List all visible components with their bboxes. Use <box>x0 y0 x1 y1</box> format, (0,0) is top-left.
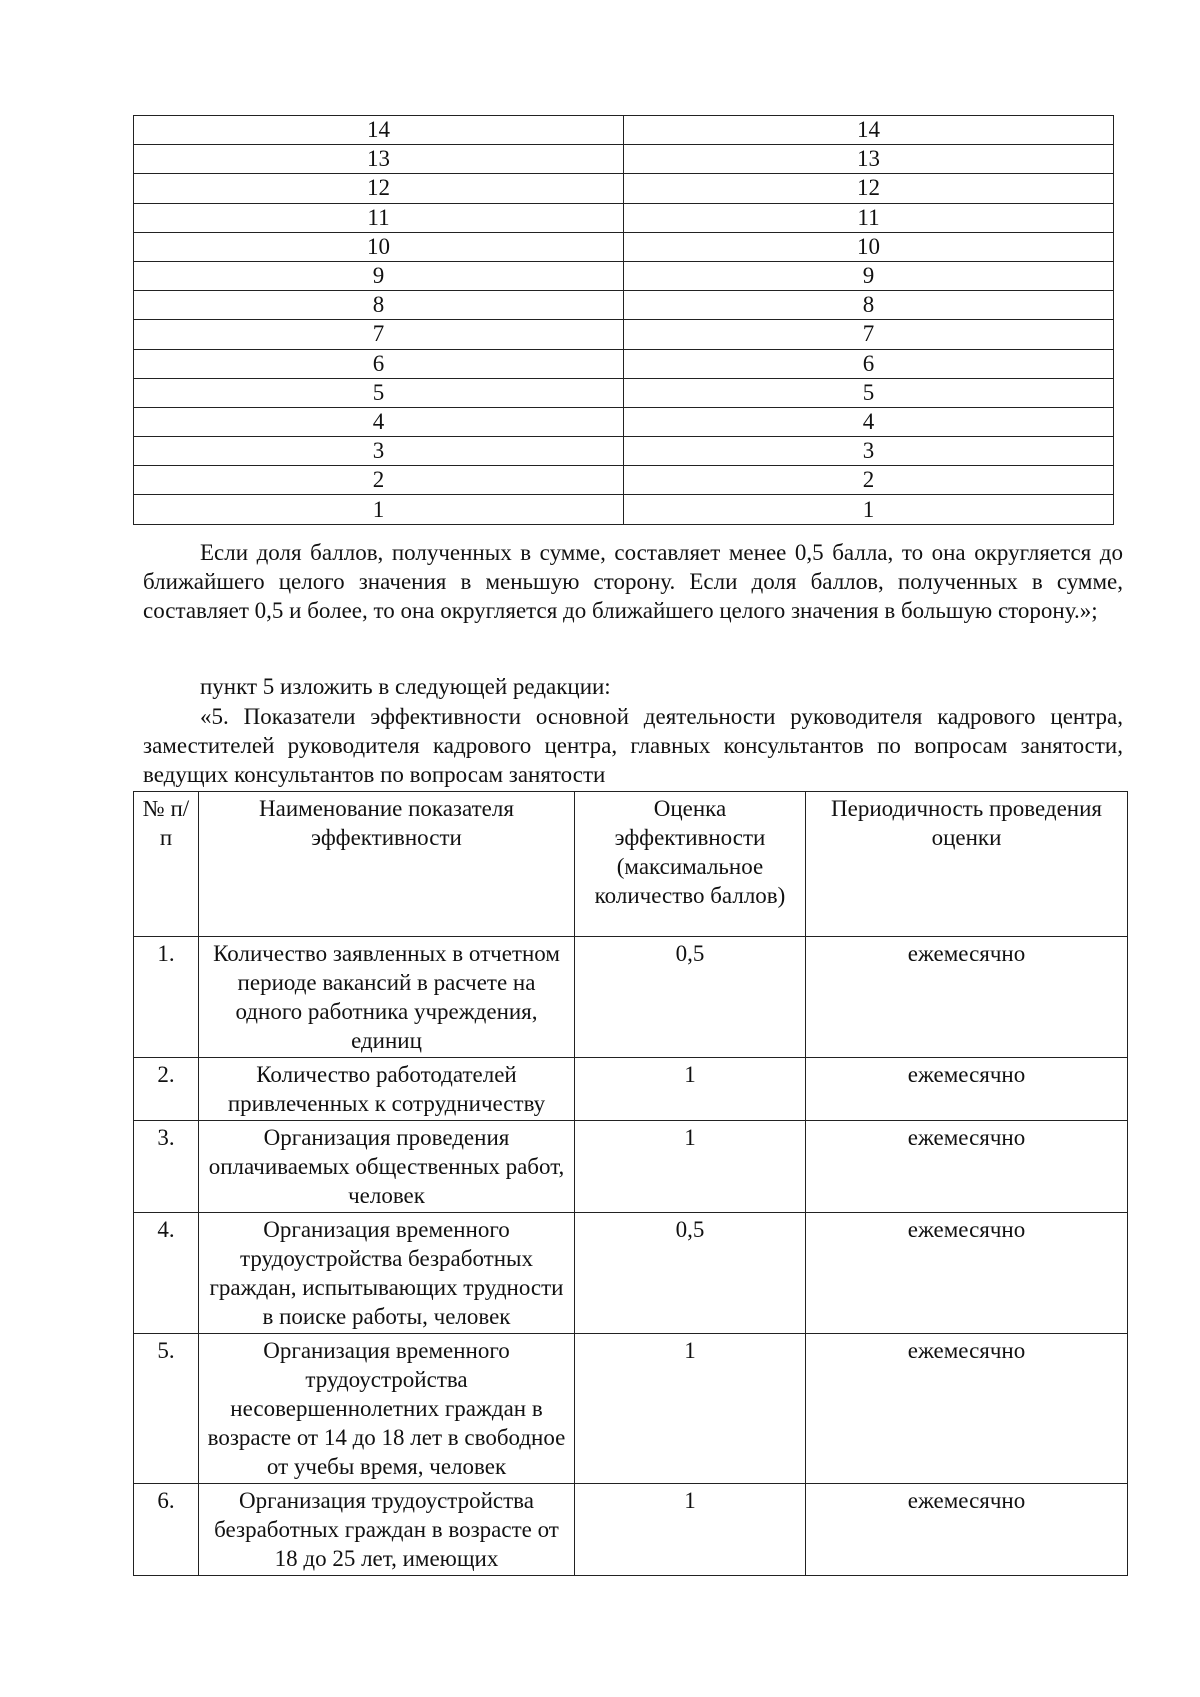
indicator-name: Количество работодателей привлеченных к сотрудничеству <box>199 1058 575 1121</box>
table-cell: 14 <box>134 116 624 145</box>
row-number: 1. <box>134 937 199 1058</box>
table-row <box>134 466 1114 495</box>
table-cell: 10 <box>134 232 624 261</box>
table-cell: 1 <box>134 495 624 524</box>
table-cell: 9 <box>134 261 624 290</box>
indicator-score: 1 <box>575 1121 806 1213</box>
rounding-text: Если доля баллов, полученных в сумме, составляет менее 0,5 балла, то она округляется до ближайшего целого значения в меньшую сторону. Если доля баллов, полученных в сумме, составляет 0,5 и более, то она округляется до ближайшего целого значения в большую сторону.»; <box>143 540 1123 623</box>
table-cell: 5 <box>624 378 1114 407</box>
table-cell: 3 <box>624 437 1114 466</box>
table-cell: 2 <box>624 466 1114 495</box>
table-cell: 4 <box>624 407 1114 436</box>
rounding-paragraph <box>143 538 1123 625</box>
table-row <box>134 407 1114 436</box>
table-cell: 11 <box>134 203 624 232</box>
table-cell: 11 <box>624 203 1114 232</box>
table-cell: 13 <box>624 145 1114 174</box>
table-row <box>134 261 1114 290</box>
indicator-period: ежемесячно <box>806 1334 1128 1484</box>
row-number: 2. <box>134 1058 199 1121</box>
table-cell: 12 <box>624 174 1114 203</box>
table-cell: 8 <box>624 291 1114 320</box>
table-cell: 6 <box>134 349 624 378</box>
table-cell: 5 <box>134 378 624 407</box>
table-cell: 6 <box>624 349 1114 378</box>
table-row <box>134 937 1128 1058</box>
score-mapping-table <box>133 115 1114 525</box>
indicator-name: Организация проведения оплачиваемых общественных работ, человек <box>199 1121 575 1213</box>
table-row <box>134 378 1114 407</box>
indicator-period: ежемесячно <box>806 937 1128 1058</box>
table-cell: 2 <box>134 466 624 495</box>
table-row <box>134 232 1114 261</box>
table-cell: 4 <box>134 407 624 436</box>
table-row <box>134 495 1114 524</box>
indicator-name: Количество заявленных в отчетном периоде вакансий в расчете на одного работника учреждения, единиц <box>199 937 575 1058</box>
column-header-num: № п/п <box>134 792 199 937</box>
table-row <box>134 291 1114 320</box>
row-number: 3. <box>134 1121 199 1213</box>
indicator-period: ежемесячно <box>806 1484 1128 1576</box>
table-row <box>134 1213 1128 1334</box>
indicator-name: Организация временного трудоустройства несовершеннолетних граждан в возрасте от 14 до 18 лет в свободное от учебы время, человек <box>199 1334 575 1484</box>
column-header-period: Периодичность проведения оценки <box>806 792 1128 937</box>
table-cell: 3 <box>134 437 624 466</box>
indicator-name: Организация временного трудоустройства безработных граждан, испытывающих трудности в поиске работы, человек <box>199 1213 575 1334</box>
table-cell: 7 <box>134 320 624 349</box>
table-row <box>134 349 1114 378</box>
table-row <box>134 1484 1128 1576</box>
table-cell: 1 <box>624 495 1114 524</box>
table-row <box>134 437 1114 466</box>
indicator-name: Организация трудоустройства безработных граждан в возрасте от 18 до 25 лет, имеющих <box>199 1484 575 1576</box>
item5-paragraph <box>143 672 1123 701</box>
table-row <box>134 1334 1128 1484</box>
table-row <box>134 203 1114 232</box>
table-row <box>134 1058 1128 1121</box>
indicator-score: 1 <box>575 1484 806 1576</box>
column-header-score: Оценка эффективности (максимальное количество баллов) <box>575 792 806 937</box>
indicators-table <box>133 791 1128 1576</box>
table-row <box>134 1121 1128 1213</box>
table-cell: 9 <box>624 261 1114 290</box>
indicator-period: ежемесячно <box>806 1058 1128 1121</box>
table-row <box>134 116 1114 145</box>
table-row <box>134 145 1114 174</box>
indicator-score: 1 <box>575 1058 806 1121</box>
table-header-row <box>134 792 1128 937</box>
indicator-score: 1 <box>575 1334 806 1484</box>
table-cell: 13 <box>134 145 624 174</box>
row-number: 4. <box>134 1213 199 1334</box>
table-cell: 10 <box>624 232 1114 261</box>
table-cell: 7 <box>624 320 1114 349</box>
table-cell: 12 <box>134 174 624 203</box>
indicator-period: ежемесячно <box>806 1121 1128 1213</box>
table-cell: 14 <box>624 116 1114 145</box>
table-cell: 8 <box>134 291 624 320</box>
table-row <box>134 174 1114 203</box>
row-number: 5. <box>134 1334 199 1484</box>
section5-heading <box>143 702 1123 789</box>
indicator-score: 0,5 <box>575 1213 806 1334</box>
indicator-score: 0,5 <box>575 937 806 1058</box>
row-number: 6. <box>134 1484 199 1576</box>
table-row <box>134 320 1114 349</box>
section5-heading-text: «5. Показатели эффективности основной деятельности руководителя кадрового центра, заместителей руководителя кадрового центра, главных консультантов по вопросам занятости, ведущих консультантов по вопросам занятости <box>143 704 1123 787</box>
item5-text: пункт 5 изложить в следующей редакции: <box>200 674 611 699</box>
column-header-name: Наименование показателя эффективности <box>199 792 575 937</box>
indicator-period: ежемесячно <box>806 1213 1128 1334</box>
